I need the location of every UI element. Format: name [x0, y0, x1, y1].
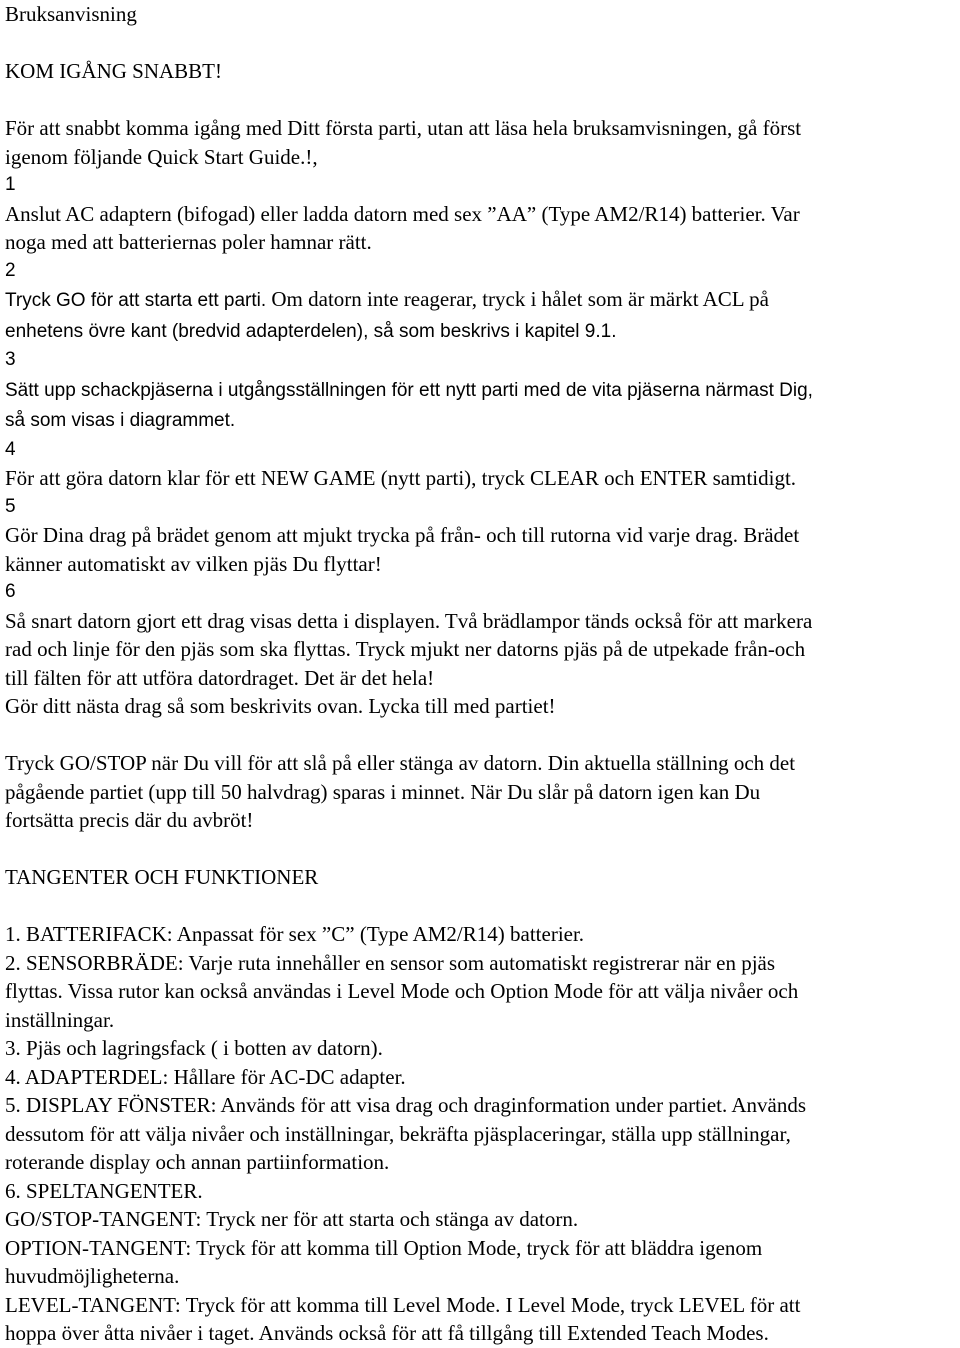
keys-line: 2. SENSORBRÄDE: Varje ruta innehåller en sensor som automatiskt registrerar när en pjäs	[5, 950, 776, 975]
step-text: rad och linje för den pjäs som ska flyttas. Tryck mjukt ner datorns pjäs på de utpekade från-och	[5, 637, 806, 661]
step-line	[5, 228, 960, 257]
keys-line: dessutom för att välja nivåer och inställningar, bekräfta pjäsplaceringar, ställa upp ställningar,	[5, 1121, 791, 1146]
keys-line: 1. BATTERIFACK: Anpassat för sex ”C” (Type AM2/R14) batterier.	[5, 922, 585, 946]
step-number: 1	[5, 174, 16, 195]
go-stop-line: Tryck GO/STOP när Du vill för att slå på eller stänga av datorn. Din aktuella ställning och det	[5, 751, 796, 775]
step-text-sans: enhetens övre kant (bredvid adapterdelen), så som beskrivs i kapitel 9.1.	[5, 320, 617, 342]
step-text: känner automatiskt av vilken pjäs Du flyttar!	[5, 551, 382, 576]
step-line	[5, 607, 960, 636]
step-line	[5, 464, 960, 493]
step-line	[5, 664, 960, 693]
step-text: Gör ditt nästa drag så som beskrivits ovan. Lycka till med partiet!	[5, 694, 556, 718]
step-line	[5, 521, 960, 550]
keys-line: huvudmöjligheterna.	[5, 1264, 180, 1288]
document-page	[5, 0, 960, 1348]
step-number: 3	[5, 349, 16, 370]
step-line	[5, 375, 960, 406]
keys-line: inställningar.	[5, 1007, 115, 1032]
step-line	[5, 550, 960, 579]
keys-line: 5. DISPLAY FÖNSTER: Används för att visa drag och draginformation under partiet. Används	[5, 1093, 807, 1117]
step-text: till fälten för att utföra datordraget. Det är det hela!	[5, 665, 435, 690]
quick-start-steps	[5, 171, 960, 721]
step-text: noga med att batteriernas poler hamnar rätt.	[5, 230, 372, 254]
keys-line: 6. SPELTANGENTER.	[5, 1178, 203, 1203]
step-text-sans: Sätt upp schackpjäserna i utgångsställningen för ett nytt parti med de vita pjäserna närmast Dig,	[5, 379, 813, 401]
go-stop-line: fortsätta precis där du avbröt!	[5, 808, 254, 832]
keys-line: 3. Pjäs och lagringsfack ( i botten av datorn).	[5, 1036, 383, 1060]
intro-line: igenom följande Quick Start Guide.!,	[5, 144, 318, 169]
step-line	[5, 405, 960, 436]
intro-line: För att snabbt komma igång med Ditt första parti, utan att läsa hela bruksamvisningen, gå först	[5, 116, 802, 140]
step-number: 2	[5, 259, 16, 281]
keys-list	[5, 920, 960, 1348]
step-number: 4	[5, 438, 16, 460]
step-text: Om datorn inte reagerar, tryck i hålet som är märkt ACL på	[266, 287, 769, 311]
step-text-sans: Tryck GO för att starta ett parti.	[5, 290, 267, 311]
step-text: Så snart datorn gjort ett drag visas detta i displayen. Två brädlampor tänds också för att markera	[5, 608, 813, 633]
keys-line: roterande display och annan partiinformation.	[5, 1150, 390, 1174]
step-line	[5, 692, 960, 721]
go-stop-line: pågående partiet (upp till 50 halvdrag) sparas i minnet. När Du slår på datorn igen kan Du	[5, 779, 761, 804]
step-line	[5, 200, 960, 229]
step-line	[5, 285, 960, 316]
go-stop-paragraph	[5, 749, 960, 835]
step-text-sans: så som visas i diagrammet.	[5, 410, 236, 431]
keys-line: OPTION-TANGENT: Tryck för att komma till Option Mode, tryck för att bläddra igenom	[5, 1235, 763, 1260]
intro-paragraph	[5, 114, 960, 171]
step-text: Anslut AC adaptern (bifogad) eller ladda datorn med sex ”AA” (Type AM2/R14) batterier. Var	[5, 201, 800, 226]
step-line	[5, 316, 960, 347]
quick-start-heading: KOM IGÅNG SNABBT!	[5, 59, 223, 83]
document-title: Bruksanvisning	[5, 2, 137, 26]
keys-line: flyttas. Vissa rutor kan också användas i Level Mode och Option Mode för att välja nivåer och	[5, 979, 799, 1003]
step-text: Gör Dina drag på brädet genom att mjukt trycka på från- och till rutorna vid varje drag. Brädet	[5, 523, 800, 547]
step-number: 5	[5, 495, 16, 517]
keys-line: LEVEL-TANGENT: Tryck för att komma till Level Mode. I Level Mode, tryck LEVEL för att	[5, 1292, 801, 1317]
keys-line: GO/STOP-TANGENT: Tryck ner för att starta och stänga av datorn.	[5, 1207, 579, 1231]
keys-line: 4. ADAPTERDEL: Hållare för AC-DC adapter.	[5, 1064, 406, 1089]
step-line	[5, 635, 960, 664]
step-text: För att göra datorn klar för ett NEW GAME (nytt parti), tryck CLEAR och ENTER samtidigt.	[5, 466, 797, 490]
keys-heading: TANGENTER OCH FUNKTIONER	[5, 865, 319, 889]
keys-line: hoppa över åtta nivåer i taget. Används också för att få tillgång till Extended Teach Modes.	[5, 1321, 769, 1345]
step-number: 6	[5, 581, 16, 602]
